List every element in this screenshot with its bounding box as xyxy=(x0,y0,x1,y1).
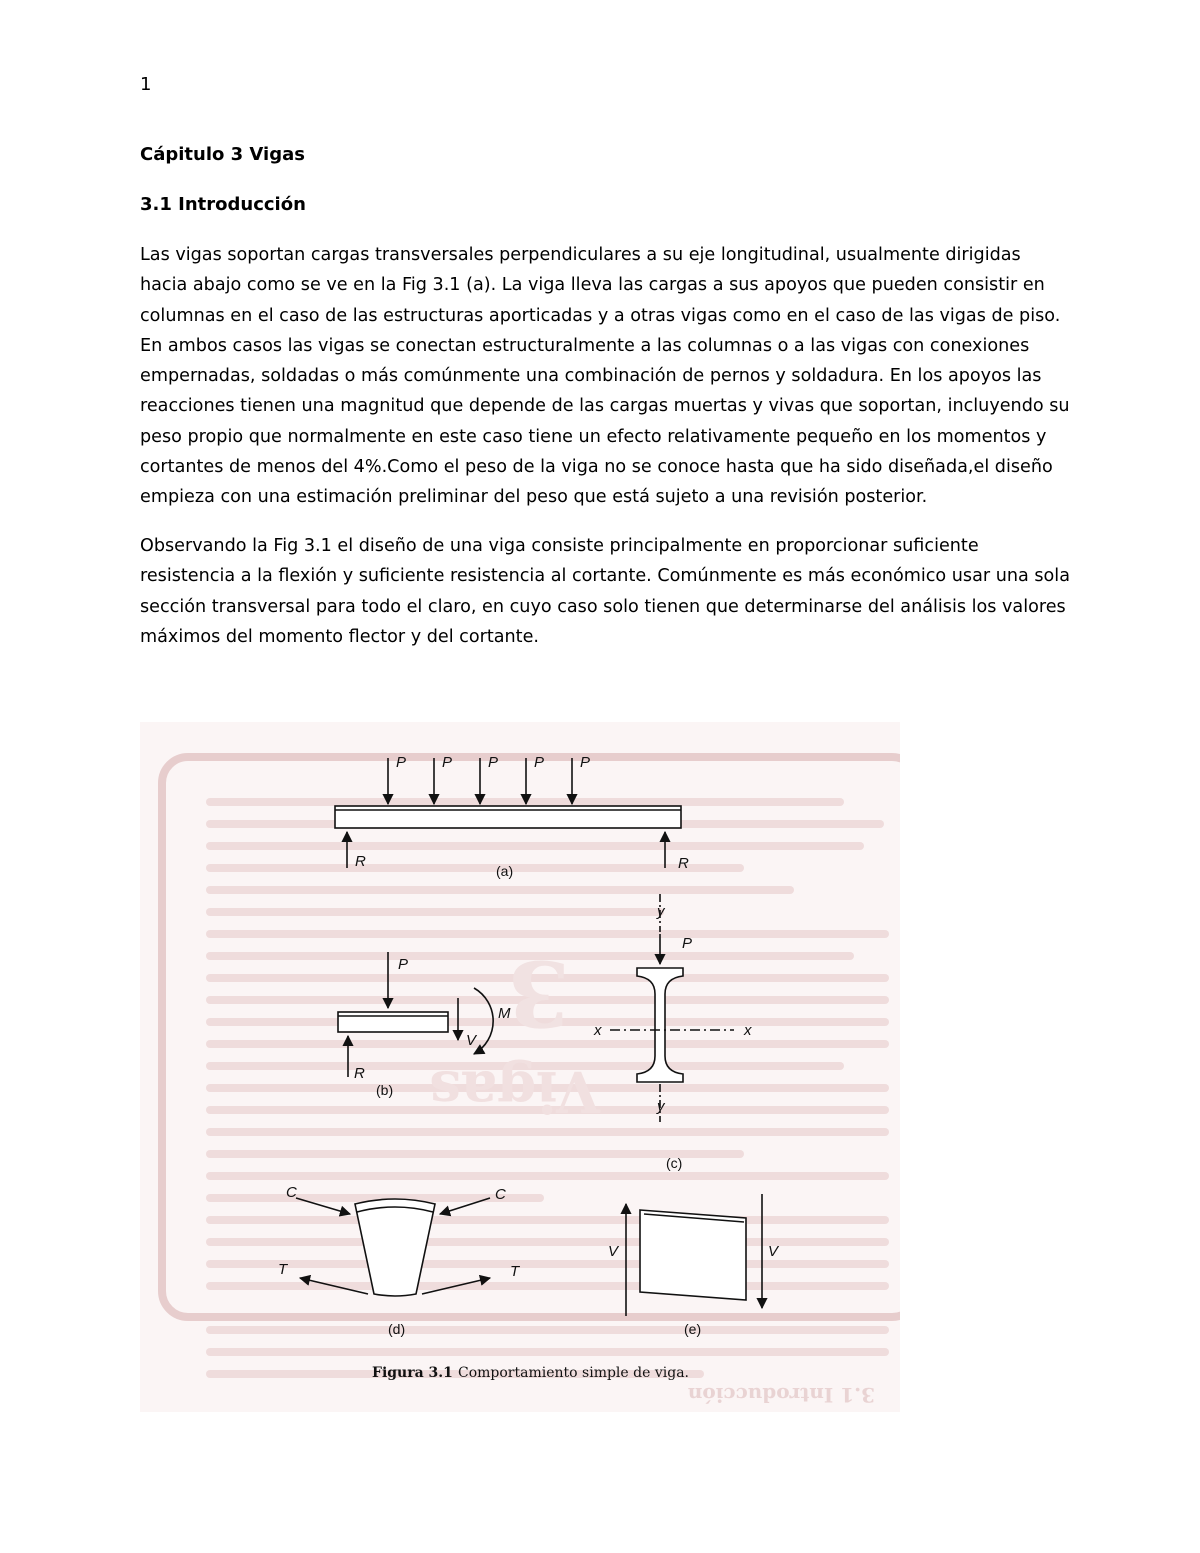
panel-b-load-label: P xyxy=(398,956,409,973)
bleed-through-mirrored-heading: 3.1 Introducción xyxy=(687,1383,875,1407)
panel-a-reaction-label: R xyxy=(355,853,366,870)
panel-b-reaction-label: R xyxy=(354,1065,365,1082)
page-number: 1 xyxy=(140,74,152,95)
panel-e-shear-label: V xyxy=(768,1243,779,1260)
section-title: 3.1 Introducción xyxy=(140,194,306,215)
panel-d-compression-label: C xyxy=(495,1186,506,1203)
panel-a-load-label: P xyxy=(488,754,499,771)
paragraph-design: Observando la Fig 3.1 el diseño de una viga consiste principalmente en proporcionar suficiente resistencia a la flexión y suficiente resistencia al cortante. Comúnmente es más económico usar una sola sección transversal para todo el claro, en cuyo caso solo tienen que determinarse del análisis los valores máximos del momento flector y del cortante. xyxy=(140,536,1070,647)
panel-c-axis-x-label: x xyxy=(594,1022,602,1039)
panel-a-load-label: P xyxy=(442,754,453,771)
panel-a-tag: (a) xyxy=(496,863,514,879)
figure-caption-text: Comportamiento simple de viga. xyxy=(458,1365,689,1381)
panel-d-tension-label: T xyxy=(510,1263,520,1280)
panel-b-tag: (b) xyxy=(376,1082,394,1098)
panel-b-moment-label: M xyxy=(498,1005,511,1022)
chapter-title: Cápitulo 3 Vigas xyxy=(140,144,305,165)
figure-caption-label: Figura 3.1 xyxy=(372,1365,453,1381)
panel-c-tag: (c) xyxy=(666,1155,683,1171)
panel-e-shear-label: V xyxy=(608,1243,619,1260)
panel-a-load-label: P xyxy=(396,754,407,771)
panel-d-compression-label: C xyxy=(286,1184,297,1201)
panel-a-load-label: P xyxy=(534,754,545,771)
panel-c-axis-x-label: x xyxy=(744,1022,752,1039)
bleed-through-chapter-number: 3 xyxy=(507,940,570,1046)
panel-b-shear-label: V xyxy=(466,1032,477,1049)
panel-c-axis-y-label: y xyxy=(657,903,665,920)
panel-a-reaction-label: R xyxy=(678,855,689,872)
bleed-through-heading: Vigas xyxy=(429,1058,600,1124)
panel-d-tag: (d) xyxy=(388,1321,406,1337)
panel-c-axis-y-label: y xyxy=(657,1098,665,1115)
panel-c-load-label: P xyxy=(682,935,693,952)
panel-e-tag: (e) xyxy=(684,1321,702,1337)
panel-a-load-label: P xyxy=(580,754,591,771)
paragraph-intro: Las vigas soportan cargas transversales perpendiculares a su eje longitudinal, usualmente dirigidas hacia abajo como se ve en la Fig 3.1 (a). La viga lleva las cargas a sus apoyos que pueden consistir en columnas en el caso de las estructuras aporticadas y a otras vigas como en el caso de las vigas de piso. En ambos casos las vigas se conectan estructuralmente a las columnas o a las vigas con conexiones empernadas, soldadas o más comúnmente una combinación de pernos y soldadura. En los apoyos las reacciones tienen una magnitud que depende de las cargas muertas y vivas que soportan, incluyendo su peso propio que normalmente en este caso tiene un efecto relativamente pequeño en los momentos y cortantes de menos del 4%.Como el peso de la viga no se conoce hasta que ha sido diseñada,el diseño empieza con una estimación preliminar del peso que está sujeto a una revisión posterior. xyxy=(140,245,1070,508)
panel-d-tension-label: T xyxy=(278,1261,288,1278)
figure-3-1 xyxy=(140,722,900,1412)
